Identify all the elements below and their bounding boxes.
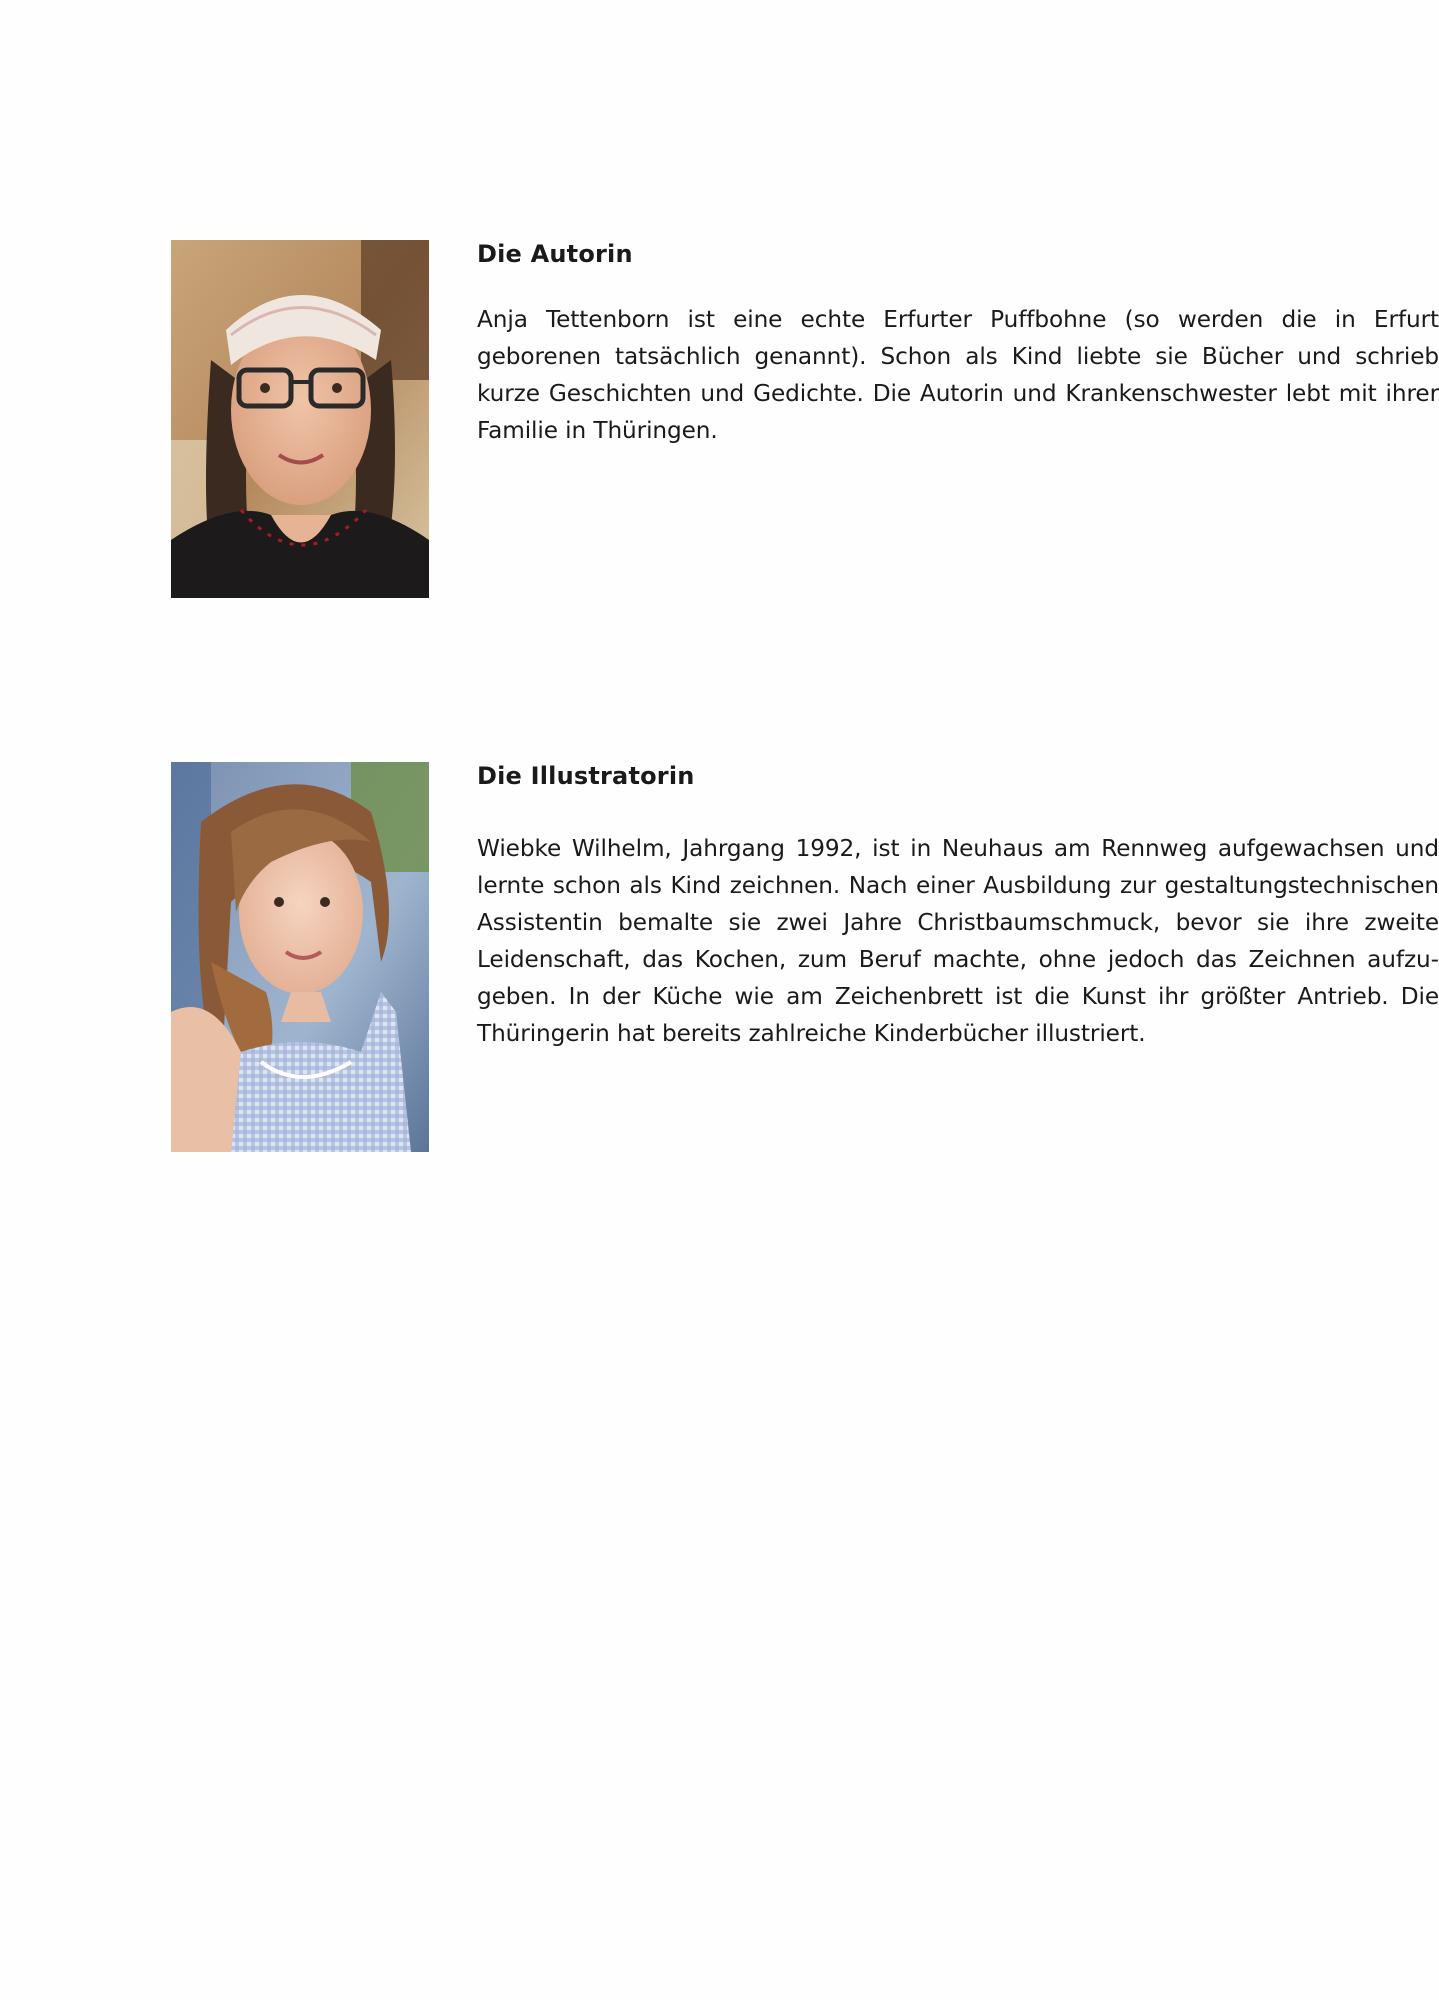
illustrator-text <box>477 762 1439 1052</box>
author-photo <box>171 240 429 598</box>
illustrator-portrait-image <box>171 762 429 1152</box>
author-heading: Die Autorin <box>477 240 633 268</box>
illustrator-photo <box>171 762 429 1152</box>
illustrator-bio: Wiebke Wilhelm, Jahrgang 1992, ist in Neuhaus am Rennweg aufgewachsen und lernte schon als Kind zeichnen. Nach einer Ausbildung zur gestaltungstechnischen Assistentin bemalte sie zwei Jahre Christbaumschmuck, bevor sie ihre zweite Leidenschaft, das Kochen, zum Beruf machte, ohne jedoch das Zeichnen aufzugeben. In der Küche wie am Zeichenbrett ist die Kunst ihr größter Antrieb. Die Thüringerin hat bereits zahlreiche Kinderbücher illustriert. <box>477 835 1439 1047</box>
author-portrait-image <box>171 240 429 598</box>
author-bio: Anja Tettenborn ist eine echte Erfurter Puffbohne (so werden die in Erfurt geborenen tatsächlich genannt). Schon als Kind liebte sie Bücher und schrieb kurze Geschichten und Gedichte. Die Autorin und Krankenschwester lebt mit ihrer Familie in Thüringen. <box>477 306 1439 444</box>
author-text <box>477 240 1439 449</box>
illustrator-heading: Die Illustratorin <box>477 762 695 790</box>
